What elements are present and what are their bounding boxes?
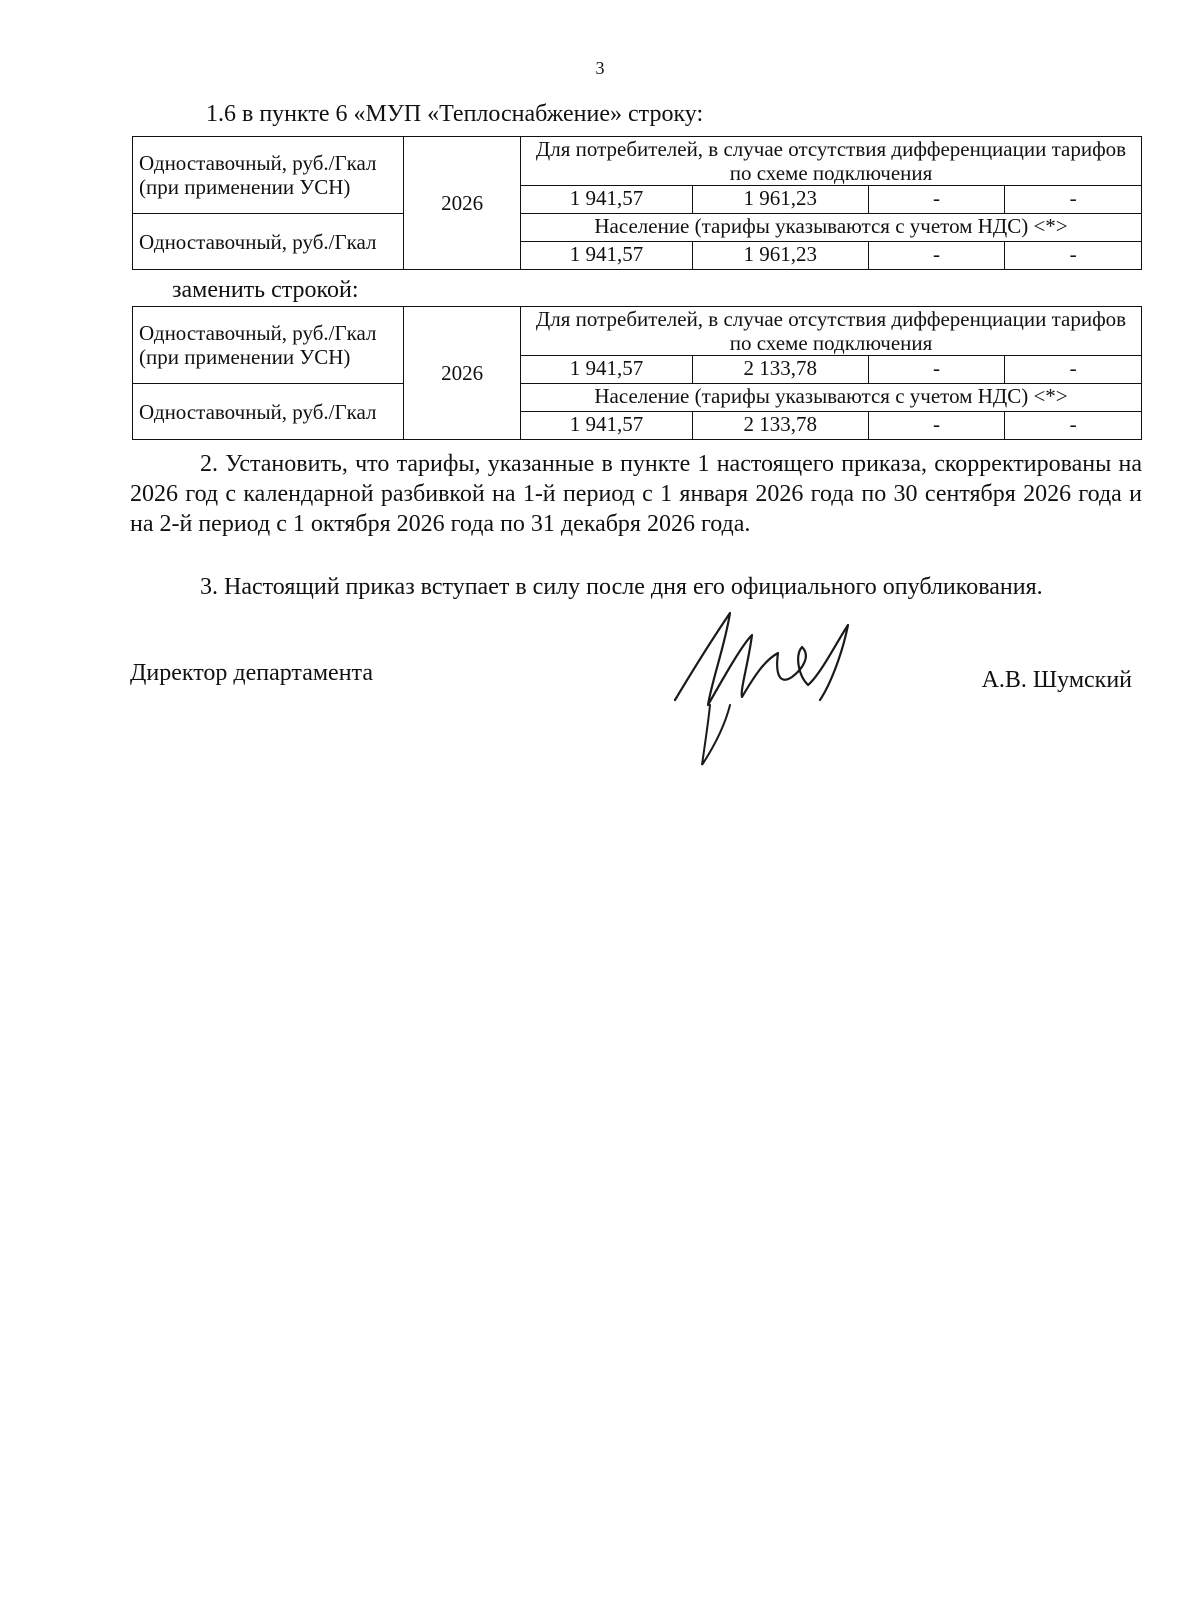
tariff-type-usn: Одноставочный, руб./Гкал (при применении УСН) <box>133 307 404 384</box>
signatory-role: Директор департамента <box>130 660 373 686</box>
group-population: Население (тарифы указываются с учетом НДС) <*> <box>521 214 1142 242</box>
tariff-value: 2 133,78 <box>692 412 868 440</box>
group-consumers: Для потребителей, в случае отсутствия дифференциации тарифов по схеме подключения <box>521 137 1142 186</box>
tariff-type-usn: Одноставочный, руб./Гкал (при применении УСН) <box>133 137 404 214</box>
tariff-value: 1 941,57 <box>521 242 693 270</box>
tariff-value: - <box>1005 412 1142 440</box>
tariff-value: - <box>1005 186 1142 214</box>
tariff-type-plain: Одноставочный, руб./Гкал <box>133 384 404 440</box>
intro-line: 1.6 в пункте 6 «МУП «Теплоснабжение» строку: <box>206 101 704 127</box>
tariff-value: 1 961,23 <box>692 186 868 214</box>
tariff-value: - <box>868 186 1005 214</box>
paragraph-3: 3. Настоящий приказ вступает в силу после дня его официального опубликования. <box>200 574 1043 600</box>
tariff-value: 1 941,57 <box>521 412 693 440</box>
tariff-value: - <box>868 356 1005 384</box>
tariff-year: 2026 <box>404 137 521 270</box>
replace-line: заменить строкой: <box>172 277 359 303</box>
tariff-table-new <box>132 306 1142 440</box>
tariff-value: - <box>1005 242 1142 270</box>
tariff-value: 2 133,78 <box>692 356 868 384</box>
tariff-year: 2026 <box>404 307 521 440</box>
tariff-table-old <box>132 136 1142 270</box>
tariff-type-plain: Одноставочный, руб./Гкал <box>133 214 404 270</box>
table-row <box>133 384 1142 412</box>
group-population: Население (тарифы указываются с учетом НДС) <*> <box>521 384 1142 412</box>
tariff-value: 1 961,23 <box>692 242 868 270</box>
paragraph-2: 2. Установить, что тарифы, указанные в пункте 1 настоящего приказа, скорректированы на 2026 год с календарной разбивкой на 1-й период с 1 января 2026 года по 30 сентября 2026 года и на 2-й период с 1 октября 2026 года по 31 декабря 2026 года. <box>130 451 1142 537</box>
tariff-value: - <box>868 242 1005 270</box>
page-number: 3 <box>595 58 605 78</box>
table-row <box>133 214 1142 242</box>
group-consumers: Для потребителей, в случае отсутствия дифференциации тарифов по схеме подключения <box>521 307 1142 356</box>
signatory-name: А.В. Шумский <box>981 667 1132 693</box>
tariff-value: - <box>868 412 1005 440</box>
tariff-value: - <box>1005 356 1142 384</box>
tariff-value: 1 941,57 <box>521 186 693 214</box>
signature-image <box>670 605 890 785</box>
tariff-value: 1 941,57 <box>521 356 693 384</box>
